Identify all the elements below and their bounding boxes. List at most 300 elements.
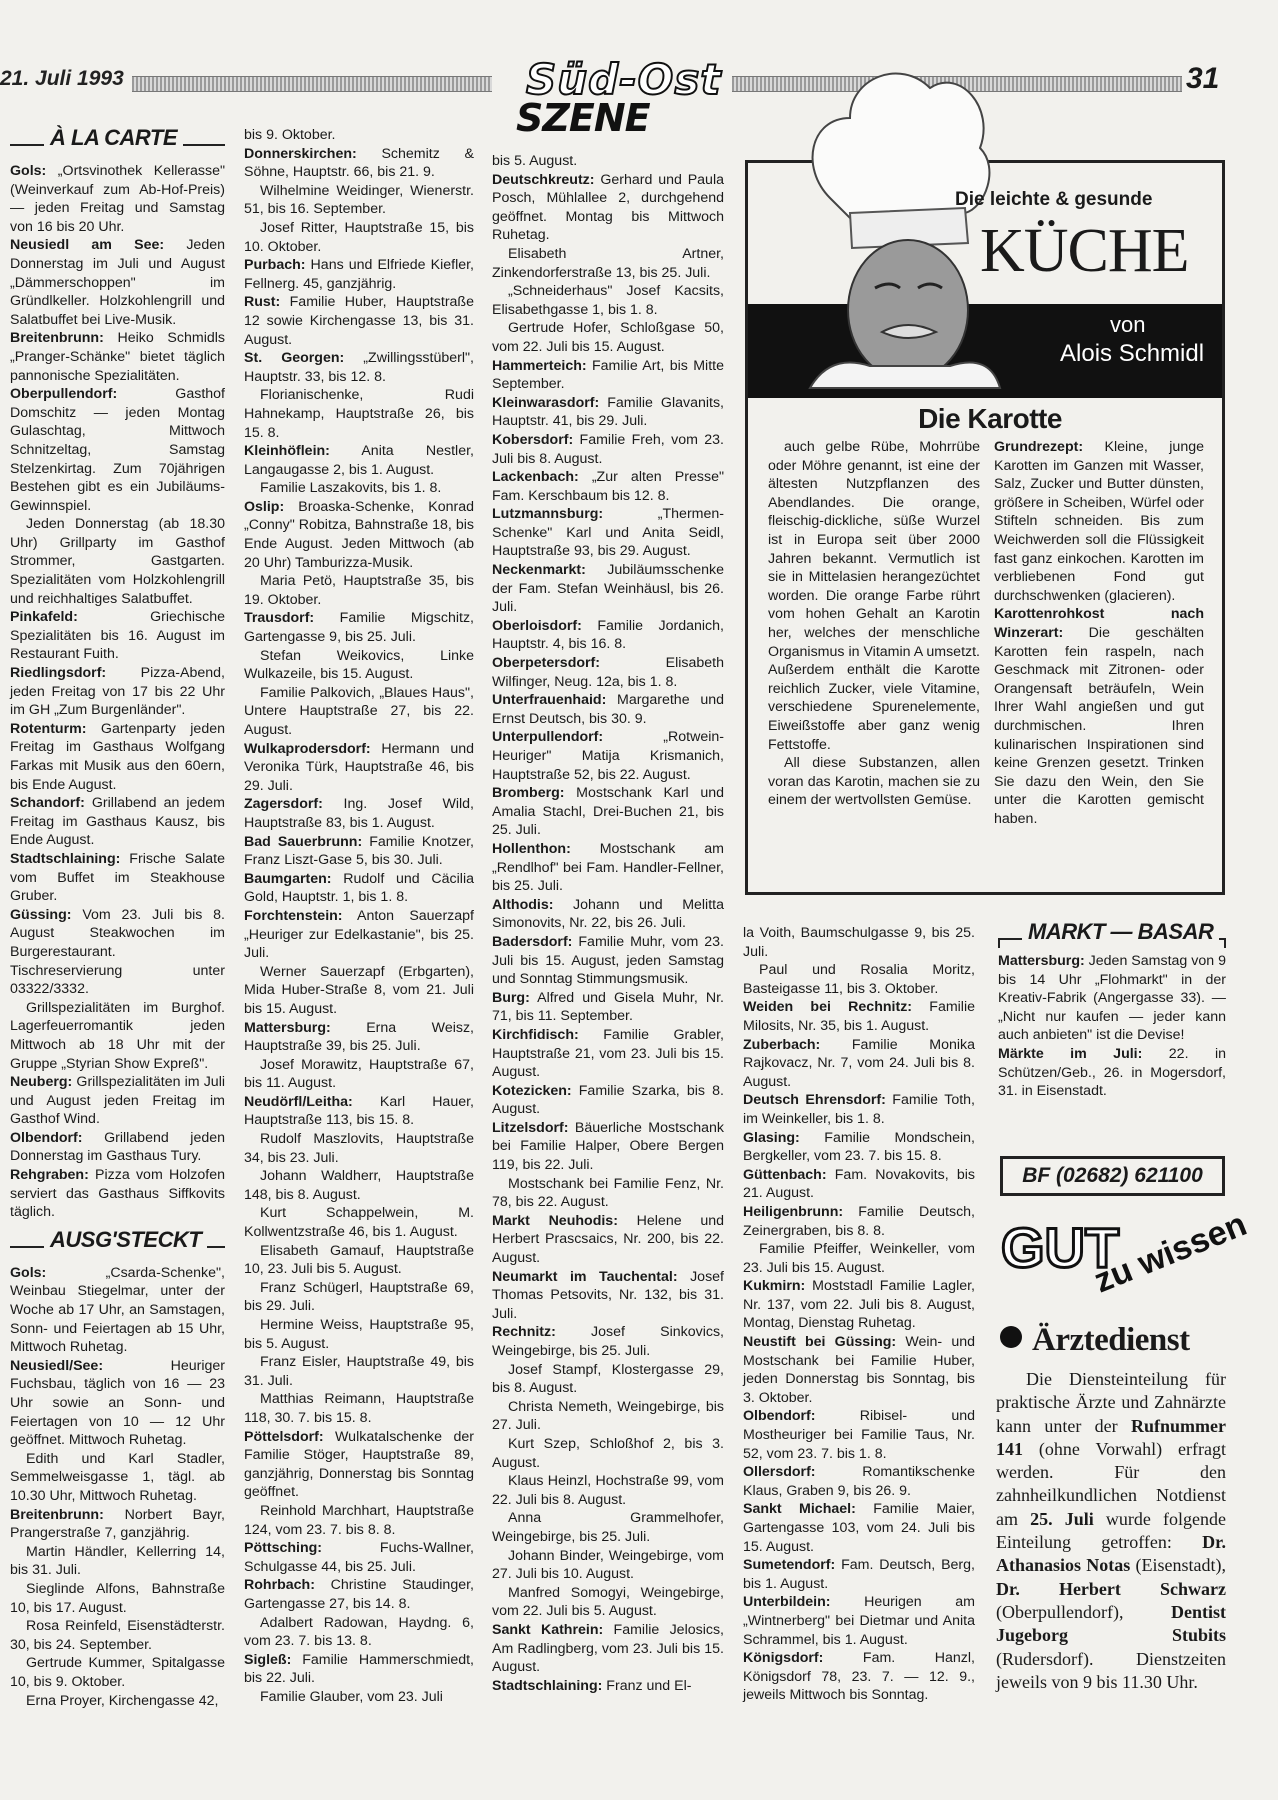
listing-place: Gols: [10,163,47,179]
arzt-doctor-2: Dr. Herbert Schwarz [996,1578,1226,1599]
listing-text: Familie Knotzer, Franz Liszt-Gase 5, bis 30. Juli. [244,833,474,869]
listing-paragraph: Familie Pfeiffer, Weinkeller, vom 23. Juli bis 15. August. [743,1241,975,1276]
listing-paragraph: Familie Palkovich, „Blaues Haus", Untere Hauptstraße 27, bis 22. August. [244,684,474,738]
listing-text: Familie Art, bis Mitte September. [492,357,724,393]
listing-entry [743,1129,975,1166]
listing-entry [492,728,724,784]
column-heurige-3 [743,924,975,1705]
listing-place: Kleinhöflein: [244,443,330,460]
listing-entry [998,952,1226,1045]
listing-place: Trausdorf: [244,610,315,627]
listing-place: Güttenbach: [743,1166,827,1183]
listing-place: Weiden bei Rechnitz: [743,999,913,1016]
arzt-text-1: Die Diensteinteilung für praktische Ärzte und Zahnärzte kann unter der [996,1369,1226,1436]
listing-entry [492,171,724,245]
issue-date: 21. Juli 1993 [0,67,124,90]
chef-portrait [790,48,1000,388]
listing-paragraph: Sieglinde Alfons, Bahnstraße 10, bis 17. August. [10,1580,225,1616]
listing-place: Markt Neuhodis: [492,1212,618,1229]
listing-text: Margarethe und Ernst Deutsch, bis 30. 9. [492,692,724,727]
listing-paragraph: Maria Petö, Hauptstraße 35, bis 19. Oktober. [244,573,474,608]
listing-place: Rotenturm: [10,720,87,737]
listing-text: Grillspezialitäten im Juli und August jeden Freitag im Gasthof Wind. [10,1074,225,1128]
listing-entry [743,1166,975,1203]
listing-place: Olbendorf: [10,1129,83,1146]
listing-text: Familie Monika Rajkovacz, Nr. 7, vom 24. Juli bis 8. August. [743,1036,975,1090]
listing-text: Fam. Hanzl, Königsdorf 78, 23. 7. — 12. 9., jeweils Mittwoch bis Sonntag. [743,1650,975,1704]
listing-entry [492,1082,724,1119]
listing-entry [998,1045,1226,1101]
listing-place: Oberloisdorf: [492,617,582,634]
listing-paragraph: All diese Substanzen, allen voran das Karotin, machen sie zu einem der wertvollsten Gemüse. [768,755,980,809]
listing-text: Ing. Josef Wild, Hauptstraße 83, bis 1. August. [244,796,474,831]
listing-paragraph: Kurt Szep, Schloßhof 2, bis 3. August. [492,1435,724,1471]
listing-text: Grillabend an jedem Freitag im Gasthaus Kausz, bis Ende August. [10,795,225,849]
listing-text: Familie Freh, vom 23. Juli bis 8. August. [492,431,724,467]
listing-paragraph: Christa Nemeth, Weingebirge, bis 27. Juli. [492,1398,724,1434]
listing-place: Kotezicken: [492,1082,572,1099]
listing-text: Hans und Elfriede Kiefler, Fellnerg. 45, ganzjährig. [244,257,474,292]
listing-entry [492,933,724,989]
listing-paragraph: Manfred Somogyi, Weingebirge, vom 22. Juli bis 5. August. [492,1584,724,1620]
listing-entry [10,162,225,236]
listing-paragraph: auch gelbe Rübe, Mohrrübe oder Möhre genannt, ist eine der ältesten Nutzpflanzen des Abendlandes. Die orange, fleischig-dickliche, süße Wurzel ist in Europa seit über 2000 Jahren bekannt. Vermutlich ist sie in Mittelasien herangezüchtet worden. Die orange Farbe rührt vom hohen Gehalt an Karotin her, welches der menschliche Organismus in Vitamin A umsetzt. Außerdem enthält die Karotte reichlich Zucker, viele Vitamine, verschiedene Spurenelemente, Eiweißstoffe aber ganz wenig Fettstoffe. [768,439,980,753]
listing-place: Neuberg: [10,1074,73,1091]
listing-place: Unterbildein: [743,1594,831,1611]
listing-place: Heiligenbrunn: [743,1203,844,1220]
listing-entry [492,1119,724,1175]
listing-entry [743,1333,975,1407]
listing-entry [492,691,724,728]
listing-place: Althodis: [492,896,554,913]
listing-text: Erna Weisz, Hauptstraße 39, bis 25. Juli. [244,1019,474,1055]
listing-paragraph: Werner Sauerzapf (Erbgarten), Mida Huber-Straße 8, vom 21. Juli bis 15. August. [244,963,474,1017]
listing-text: Griechische Spezialitäten bis 16. August im Restaurant Fuith. [10,609,225,663]
listing-place: Neusiedl/See: [10,1357,104,1374]
listing-entry [492,357,724,394]
listing-text: „Rotwein-Heuriger" Matija Krismanich, Hauptstraße 52, bis 22. August. [492,729,724,783]
listing-place: Mattersburg: [244,1019,331,1036]
listing-entry [492,394,724,431]
listing-text: Familie Toth, im Weinkeller, bis 1. 8. [743,1092,975,1127]
listing-place: Schandorf: [10,795,85,812]
listing-entry [10,608,225,664]
listing-place: Breitenbrunn: [10,330,104,347]
listing-place: Deutschkreutz: [492,171,595,188]
listing-text: Gartenparty jeden Freitag im Gasthaus Wolfgang Farkas mit Musik aus den 60ern, bis Ende August. [10,720,225,793]
listing-text: Hermann und Veronika Türk, Hauptstraße 46, bis 29. Juli. [244,740,474,794]
listing-place: Sigleß: [244,1651,292,1668]
listing-entry [492,1677,724,1696]
listing-entry [492,1268,724,1324]
listing-text: Gerhard und Paula Posch, Mühlallee 2, durchgehend geöffnet. Montag bis Mittwoch Ruhetag. [492,171,724,244]
listing-place: Neudörfl/Leitha: [244,1093,353,1110]
listing-place: Rust: [244,294,281,311]
listing-text: Pizza vom Holzofen serviert das Gasthaus Siffkovits täglich. [10,1167,225,1221]
listing-place: Wulkaprodersdorf: [244,740,371,757]
listing-text: Familie Mondschein, Bergkeller, vom 23. 7. bis 15. 8. [743,1129,975,1165]
listing-place: Rechnitz: [492,1324,556,1341]
listing-text: Pizza-Abend, jeden Freitag von 17 bis 22 Uhr im GH „Zum Burgenländer". [10,665,225,719]
column-heurige-1 [244,126,474,1706]
listing-entry [743,1593,975,1649]
listing-entry [10,906,225,999]
listing-place: Märkte im Juli: [998,1045,1143,1062]
gut-zu-wissen-logo [995,1205,1252,1310]
listing-entry [244,833,474,870]
listing-text: Familie Maier, Gartengasse 103, vom 24. Juli bis 15. August. [743,1501,975,1555]
listing-entry [10,664,225,720]
listing-place: Neckenmarkt: [492,562,586,579]
listing-text: Wulkatalschenke der Familie Stöger, Hauptstraße 89, ganzjährig, Donnerstag bis Sonntag geöffnet. [244,1428,474,1501]
listing-place: Karottenrohkost nach Winzerart: [994,606,1204,641]
section-heading-text: MARKT — BASAR [1022,918,1219,946]
column-heurige-2 [492,152,724,1695]
listing-place: Burg: [492,989,530,1006]
listing-text: Kleine, junge Karotten im Ganzen mit Wasser, Salz, Zucker und Butter dünsten, größere in Scheiben, Würfel oder Stifteln schneiden. Bis zum Weichwerden soll die Flüssigkeit fast ganz einkochen. Karotten im verbliebenen Fond gut durchschwenken (glacieren). [994,439,1204,604]
listing-text: Gasthof Domschitz — jeden Montag Gulaschtag, Mittwoch Schnitzeltag, Samstag Stelzenkirtag. Zum 70jährigen Bestehen gibt es ein Jubiläums-Gewinnspiel. [10,386,225,514]
listing-entry [743,1203,975,1240]
listing-place: Hammerteich: [492,357,587,374]
kitchen-slogan: Die leichte & gesunde [955,189,1153,210]
listing-entry [244,795,474,832]
author-prefix: von [1110,312,1146,337]
arzt-text-3: wurde folgende Einteilung getroffen: [996,1508,1226,1553]
listing-place: Rohrbach: [244,1577,315,1594]
listing-entry [743,998,975,1035]
aerztedienst-title: Ärztedienst [1032,1322,1190,1358]
listing-text: Familie Jordanich, Hauptstr. 4, bis 16. 8. [492,617,724,653]
listing-place: Pöttelsdorf: [244,1428,324,1445]
listing-entry [10,236,225,329]
listing-text: Christine Staudinger, Gartengasse 27, bis 14. 8. [244,1577,474,1612]
listing-text: Jeden Samstag von 9 bis 14 Uhr „Flohmarkt" in der Kreativ-Fabrik (Angergasse 33). — „Nicht nur kaufen — jeder kann auch anbieten" ist die Devise! [998,953,1226,1044]
listing-paragraph: Gertrude Hofer, Schloßgase 50, vom 22. Juli bis 15. August. [492,320,724,355]
listing-text: Ribisel- und Mostheuriger bei Familie Taus, Nr. 52, vom 23. 7. bis 1. 8. [743,1408,975,1462]
listing-paragraph: Hermine Weiss, Hauptstraße 95, bis 5. August. [244,1317,474,1352]
listing-place: Lutzmannsburg: [492,506,604,523]
listing-paragraph: Edith und Karl Stadler, Semmelweisgasse 1, tägl. ab 10.30 Uhr, Mittwoch Ruhetag. [10,1450,225,1504]
listing-text: Rudolf und Cäcilia Gold, Hauptstr. 1, bis 1. 8. [244,870,474,906]
listing-paragraph: Jeden Donnerstag (ab 18.30 Uhr) Grillparty im Gasthof Strommer, Gastgarten. Spezialitäten vom Holzkohlengrill und reichhaltiges Salatbuffet. [10,516,225,607]
listing-entry [492,989,724,1026]
listing-place: Stadtschlaining: [10,850,121,867]
listing-entry [244,1019,474,1056]
listing-paragraph: Rudolf Maszlovits, Hauptstraße 34, bis 23. Juli. [244,1131,474,1166]
listing-paragraph: Mostschank bei Familie Fenz, Nr. 78, bis 22. August. [492,1175,724,1211]
listing-place: Ollersdorf: [743,1464,816,1481]
listing-entry [244,1651,474,1688]
kitchen-text-right [994,438,1204,828]
listing-text: Anita Nestler, Langaugasse 2, bis 1. August. [244,443,474,478]
listing-entry [10,1357,225,1450]
listing-text: Familie Szarka, bis 8. August. [492,1082,724,1118]
listing-entry [244,870,474,907]
listing-text: „Csarda-Schenke", Weinbau Stiegelmar, unter der Woche ab 17 Uhr, an Samstagen, Sonn- und Feiertagen ab 15 Uhr, Mittwoch Ruhetag. [10,1264,225,1356]
listing-paragraph: Johann Waldherr, Hauptstraße 148, bis 8. August. [244,1168,474,1203]
listing-place: Gols: [10,1264,47,1281]
listing-text: Familie Migschitz, Gartengasse 9, bis 25. Juli. [244,610,474,646]
listing-place: Glasing: [743,1129,800,1146]
listing-paragraph: Josef Ritter, Hauptstraße 15, bis 10. Oktober. [244,219,474,255]
listing-place: Olbendorf: [743,1408,816,1425]
listing-text: Familie Hammerschmiedt, bis 22. Juli. [244,1651,474,1687]
listing-entry [244,293,474,349]
listing-text: Romantikschenke Klaus, Graben 9, bis 26. 9. [743,1464,975,1499]
arzt-phone: Rufnummer 141 [996,1415,1226,1459]
listing-entry [244,740,474,796]
listing-paragraph: Florianischenke, Rudi Hahnekamp, Hauptstraße 26, bis 15. 8. [244,387,474,441]
arzt-text-6: (Rudersdorf). Dienstzeiten jeweils von 9 bis 11.30 Uhr. [996,1648,1226,1692]
listing-entry [743,1091,975,1128]
listing-text: „Ortsvinothek Kellerasse" (Weinverkauf zum Ab-Hof-Preis) — jeden Freitag und Samstag von 16 bis 20 Uhr. [10,163,225,235]
listing-paragraph: Kurt Schappelwein, M. Kollwentzstraße 46, bis 1. August. [244,1205,474,1241]
listing-entry [743,1036,975,1092]
listing-paragraph: Paul und Rosalia Moritz, Basteigasse 11, bis 3. Oktober. [743,962,975,997]
listing-place: Güssing: [10,906,72,923]
listing-paragraph: Josef Stampf, Klostergasse 29, bis 8. August. [492,1361,724,1397]
gut-word: GUT [1001,1216,1120,1279]
listing-text: Fam. Deutsch, Berg, bis 1. August. [743,1557,975,1592]
listing-text: Fam. Novakovits, bis 21. August. [743,1166,975,1202]
author-name: Alois Schmidl [1060,340,1205,367]
listing-text: Bäuerliche Mostschank bei Familie Halper, Obere Bergen 119, bis 22. Juli. [492,1119,724,1174]
listing-paragraph: Anna Grammelhofer, Weingebirge, bis 25. Juli. [492,1510,724,1545]
section-heading-text: À LA CARTE [44,124,183,152]
listing-paragraph: „Schneiderhaus" Josef Kacsits, Elisabethgasse 1, bis 1. 8. [492,283,724,318]
listing-place: Grundrezept: [994,439,1084,455]
listing-entry [10,794,225,850]
listing-entry [244,349,474,386]
listing-place: Zagersdorf: [244,796,323,813]
listing-text: Familie Muhr, vom 23. Juli bis 15. August, jeden Samstag und Sonntag Stimmungsmusik. [492,933,724,988]
listing-place: Oslip: [244,498,285,515]
listing-text: Anton Sauerzapf „Heuriger zur Edelkastanie", bis 25. Juli. [244,907,474,962]
listing-place: Unterfrauenhaid: [492,692,607,709]
listing-place: Deutsch Ehrensdorf: [743,1092,886,1109]
listing-place: Mattersburg: [998,953,1085,969]
listing-paragraph: Familie Laszakovits, bis 1. 8. [260,480,442,497]
listing-paragraph: Klaus Heinzl, Hochstraße 99, vom 22. Juli bis 8. August. [492,1473,724,1508]
listing-place: Lackenbach: [492,469,579,486]
listing-text: Familie Grabler, Hauptstraße 21, vom 23. Juli bis 15. August. [492,1026,724,1081]
section-heading-text: AUSG'STECKT [44,1226,207,1254]
listing-text: Jubiläumsschenke der Fam. Stefan Weinhäusl, bis 26. Juli. [492,562,724,616]
listing-text: Johann und Melitta Simonovits, Nr. 22, bis 26. Juli. [492,896,724,932]
listing-paragraph: Elisabeth Artner, Zinkendorferstraße 13, bis 25. Juli. [492,245,724,281]
arzt-text-5: (Oberpullendorf), [996,1601,1171,1622]
listing-continuation: bis 5. August. [492,153,578,169]
arzt-doctor-1: Dr. Athanasios Notas [996,1532,1226,1576]
listing-text: Josef Sinkovics, Weingebirge, bis 25. Juli. [492,1324,724,1359]
listing-entry [743,1649,975,1705]
listing-text: Jeden Donnerstag im Juli und August „Dämmerschoppen" im Gründlkeller. Holzkohlengrill und Salatbuffet bei Live-Musik. [10,237,225,328]
listing-text: Fuchs-Wallner, Schulgasse 44, bis 25. Juli. [244,1540,474,1575]
listing-entry [492,896,724,933]
listing-entry [244,1093,474,1130]
listing-text: Franz und El- [602,1677,692,1694]
arzt-text-2: (ohne Vorwahl) erfragt werden. Für den zahnheilkundlichen Notdienst am [996,1438,1226,1529]
listing-entry [492,468,724,505]
listing-entry [244,498,474,572]
listing-paragraph: Johann Binder, Weingebirge, vom 27. Juli bis 10. August. [492,1547,724,1583]
listing-entry [492,840,724,896]
section-logo [496,56,726,146]
listing-paragraph: Stefan Weikovics, Linke Wulkazeile, bis 15. August. [244,647,474,683]
listing-entry [10,850,225,906]
zu-wissen-word: zu wissen [1088,1205,1252,1301]
listing-paragraph: Franz Eisler, Hauptstraße 49, bis 31. Juli. [244,1354,474,1389]
listing-text: Elisabeth Wilfinger, Neug. 12a, bis 1. 8. [492,655,724,690]
listing-entry [492,431,724,468]
listing-place: Sankt Michael: [743,1501,856,1518]
listing-entry [743,1500,975,1556]
page-number: 31 [1186,62,1220,95]
listing-entry [492,784,724,840]
listing-place: St. Georgen: [244,350,345,367]
listing-text: Broaska-Schenke, Konrad „Conny" Robitza, Bahnstraße 18, bis Ende August. Jeden Mittwoch (ab 20 Uhr) Tamburizza-Musik. [244,498,474,571]
listing-place: Forchtenstein: [244,907,343,924]
listing-text: Familie Deutsch, Zeinergraben, bis 8. 8. [743,1203,975,1239]
arzt-text-4: (Eisenstadt), [1130,1555,1226,1576]
listing-place: Baumgarten: [244,870,332,887]
logo-line-1: Süd-Ost [526,55,722,104]
listing-place: Neumarkt im Tauchental: [492,1268,678,1285]
arzt-doctor-3: Dentist Jugeborg Stubits [996,1601,1226,1646]
header-rule-left [132,76,492,92]
listing-place: Oberpetersdorf: [492,655,600,672]
listing-entry [10,1073,225,1129]
section-heading [10,1226,225,1258]
listing-place: Donnerskirchen: [244,145,357,162]
listing-text: Alfred und Gisela Muhr, Nr. 71, bis 11. September. [492,989,724,1025]
listing-text: Moststadl Familie Lagler, Nr. 137, vom 22. Juli bis 8. August, Montag, Dienstag Ruhetag. [743,1278,975,1332]
listing-place: Breitenbrunn: [10,1506,104,1523]
markt-basar [998,918,1226,1101]
listing-entry [743,1556,975,1593]
listing-entry [492,1212,724,1268]
listing-place: Sumetendorf: [743,1557,836,1574]
listing-place: Neustift bei Güssing: [743,1334,897,1351]
listing-paragraph: Rosa Reinfeld, Eisenstädterstr. 30, bis 24. September. [10,1618,225,1653]
listing-place: Pinkafeld: [10,609,78,626]
listing-entry [244,145,474,182]
listing-entry [492,505,724,561]
listing-text: Josef Thomas Petsovits, Nr. 132, bis 31. Juli. [492,1268,724,1322]
listing-place: Zuberbach: [743,1036,821,1053]
listing-text: Heuriger Fuchsbau, täglich von 16 — 23 Uhr sowie an Sonn- und Feiertagen von 10 — 12 Uhr geöffnet. Mittwoch Ruhetag. [10,1357,225,1449]
aerztedienst-heading [1000,1320,1190,1360]
listing-text: Die geschälten Karotten fein raspeln, nach Geschmack mit Zitronen- oder Orangensaft beträufeln, Wein Ihrer Wahl angießen und gut durchmischen. Ihren kulinarischen Inspirationen sind keine Grenzen gesetzt. Trinken Sie dazu den Wein, den Sie unter die Karotten gemischt haben. [994,624,1204,827]
listing-entry [743,1463,975,1500]
listing-text: Grillabend jeden Donnerstag im Gasthaus Tury. [10,1129,225,1165]
listing-text: Heiko Schmidls „Pranger-Schänke" bietet täglich pannonische Spezialitäten. [10,330,225,384]
listing-place: Pöttsching: [244,1540,323,1557]
listing-text: Wein- und Mostschank bei Familie Huber, jeden Donnerstag bis Sonntag, bis 3. Oktober. [743,1334,975,1406]
listing-entry [244,609,474,646]
listing-text: „Zur alten Presse" Fam. Kerschbaum bis 12. 8. [492,469,724,504]
listing-entry [492,561,724,617]
listing-place: Sankt Kathrein: [492,1621,604,1638]
listing-paragraph: Grillspezialitäten im Burghof. Lagerfeuerromantik jeden Mittwoch ab 18 Uhr mit der Gruppe „Styrian Show Expreß". [10,999,225,1072]
listing-place: Stadtschlaining: [492,1677,603,1694]
listing-text: Mostschank Karl und Amalia Stachl, Drei-Buchen 21, bis 25. Juli. [492,785,724,839]
listing-entry [244,907,474,963]
listing-place: Rehgraben: [10,1167,89,1184]
kitchen-title: KÜCHE [980,217,1189,285]
listing-text: „Thermen-Schenke" Karl und Anita Seidl, Hauptstraße 93, bis 29. August. [492,506,724,560]
listing-place: Kirchfidisch: [492,1026,579,1043]
listing-place: Hollenthon: [492,840,571,857]
listing-entry [492,1621,724,1677]
listing-place: Riedlingsdorf: [10,665,107,682]
listing-text: „Zwillingsstüberl", Hauptstr. 33, bis 12. 8. [244,350,474,385]
listing-entry [492,654,724,691]
listing-paragraph: Erna Proyer, Kirchengasse 42, [26,1692,219,1709]
bullet-icon [1000,1326,1022,1348]
listing-place: Unterpullendorf: [492,729,604,746]
listing-text: Schemitz & Söhne, Hauptstr. 66, bis 21. 9. [244,145,474,181]
listing-text: Mostschank am „Rendlhof" bei Fam. Handler-Fellner, bis 25. Juli. [492,840,724,895]
listing-text: Familie Milosits, Nr. 35, bis 1. August. [743,999,975,1034]
listing-entry [244,256,474,293]
listing-text: 22. in Schützen/Geb., 26. in Mogersdorf, 31. in Eisenstadt. [998,1045,1226,1100]
listing-paragraph: Familie Glauber, vom 23. Juli [260,1688,443,1705]
listing-continuation: bis 9. Oktober. [244,127,336,143]
listing-place: Purbach: [244,257,306,274]
listing-paragraph: Franz Schügerl, Hauptstraße 69, bis 29. Juli. [244,1279,474,1315]
aerztedienst-text [996,1368,1226,1694]
listing-place: Neusiedl am See: [10,237,165,254]
listing-paragraph: Martin Händler, Kellerring 14, bis 31. Juli. [10,1543,225,1579]
phone-box: BF (02682) 621100 [1000,1156,1225,1196]
listing-entry [244,1539,474,1576]
listing-text: Helene und Herbert Prascsaics, Nr. 200, bis 22. August. [492,1212,724,1267]
listing-place: Königsdorf: [743,1650,824,1667]
listing-entry [10,1166,225,1222]
listing-place: Litzelsdorf: [492,1119,569,1136]
listing-entry [10,1506,225,1543]
listing-paragraph: Elisabeth Gamauf, Hauptstraße 10, 23. Juli bis 5. August. [244,1242,474,1278]
listing-entry [10,329,225,385]
article-title: Die Karotte [918,403,1062,434]
listing-entry [994,438,1204,605]
listing-text: Frische Salate vom Buffet im Steakhouse Gruber. [10,850,225,905]
section-heading [998,918,1226,952]
listing-entry [743,1407,975,1463]
listing-paragraph: Reinhold Marchhart, Hauptstraße 124, vom 23. 7. bis 8. 8. [244,1502,474,1538]
listing-text: Familie Jelosics, Am Radlingberg, vom 23. Juli bis 15. August. [492,1621,724,1676]
listing-place: Kleinwarasdorf: [492,394,600,411]
listing-place: Bad Sauerbrunn: [244,833,363,850]
listing-paragraph: Adalbert Radowan, Haydng. 6, vom 23. 7. bis 13. 8. [244,1614,474,1650]
listing-text: Karl Hauer, Hauptstraße 113, bis 15. 8. [244,1093,474,1129]
listing-paragraph: Matthias Reimann, Hauptstraße 118, 30. 7. bis 15. 8. [244,1391,474,1426]
listing-entry [10,1264,225,1357]
listing-paragraph: Josef Morawitz, Hauptstraße 67, bis 11. August. [244,1056,474,1092]
listing-entry [244,1428,474,1502]
listing-place: Oberpullendorf: [10,386,118,403]
listing-place: Kobersdorf: [492,431,574,448]
listing-paragraph: Wilhelmine Weidinger, Wienerstr. 51, bis 16. September. [244,182,474,218]
listing-entry [10,720,225,794]
listing-entry [10,385,225,515]
logo-line-2: SZENE [516,96,650,140]
section-heading [10,124,225,156]
kitchen-text-left [768,438,980,810]
listing-entry [743,1277,975,1333]
arzt-date: 25. Juli [1030,1508,1094,1529]
